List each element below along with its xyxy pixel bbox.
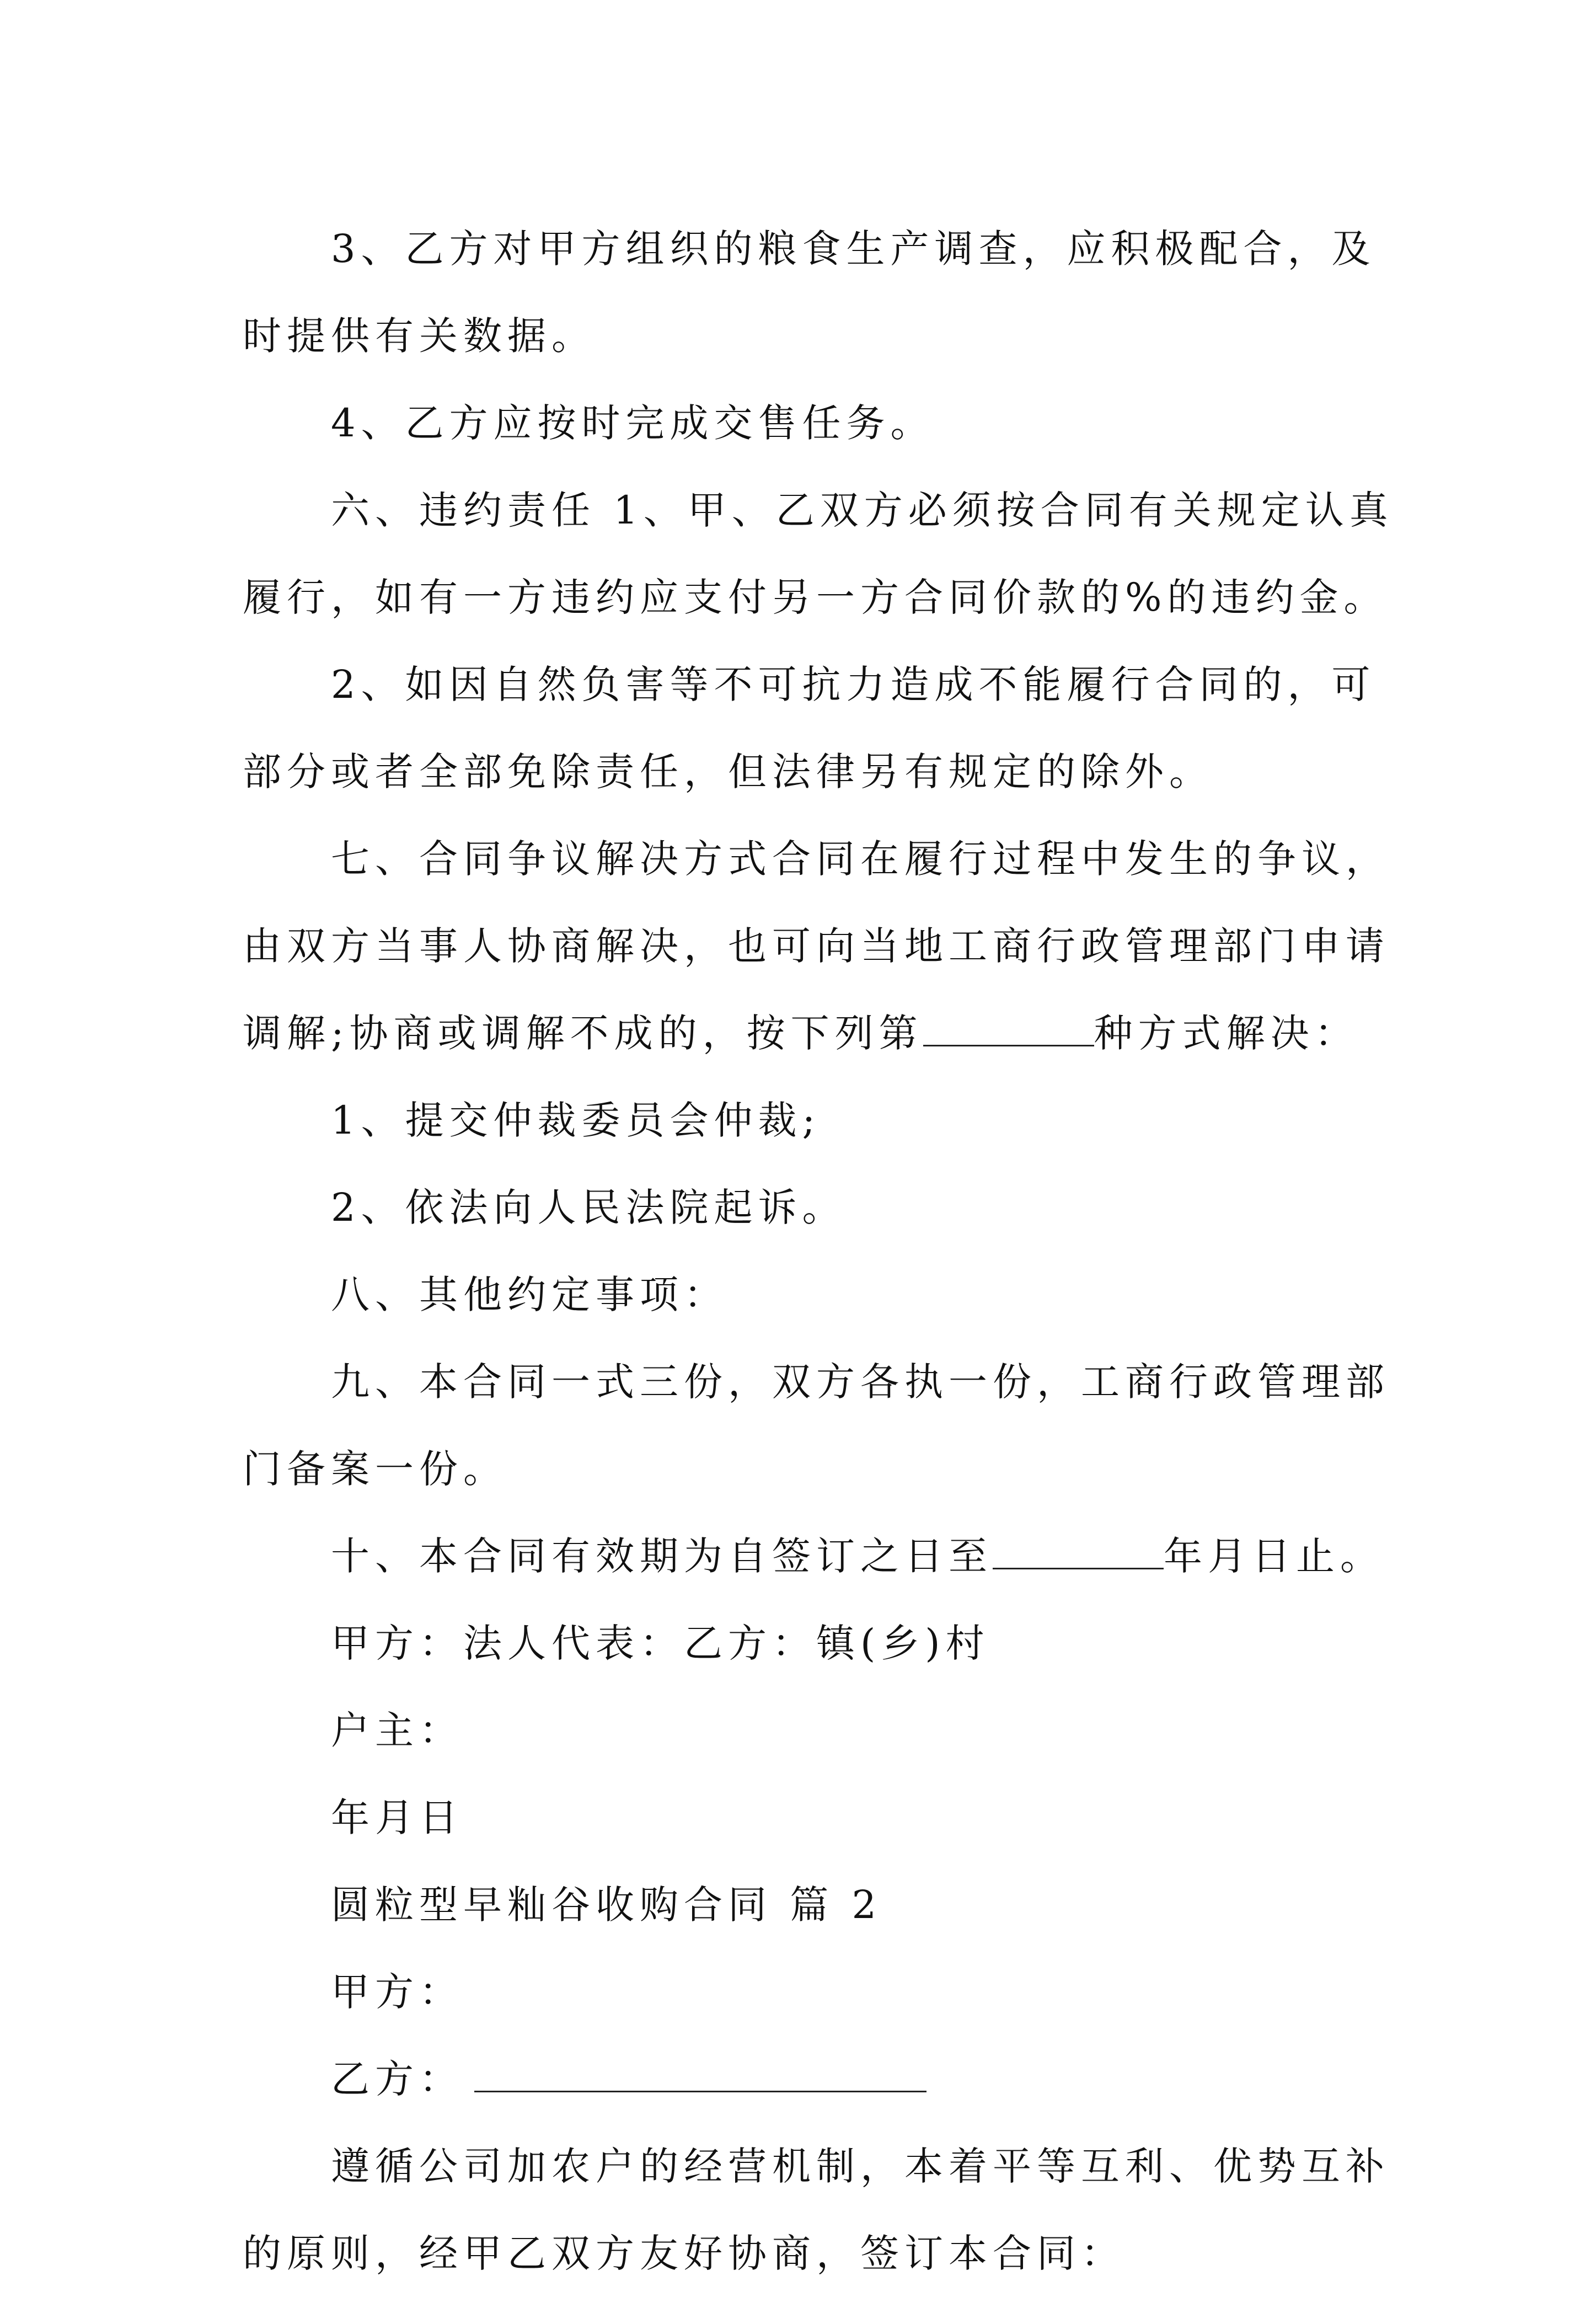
signature-line: 甲方：法人代表：乙方：镇(乡)村 [331, 1621, 990, 1666]
paragraph-text: 年月日止。 [1164, 1534, 1384, 1579]
contract-title: 圆粒型早籼谷收购合同 篇 2 [331, 1882, 882, 1927]
section-heading-line: 六、违约责任 1、甲、乙双方必须按合同有关规定认真 [331, 488, 1394, 533]
paragraph-line [243, 990, 1373, 1077]
paragraph-line: 2、如因自然负害等不可抗力造成不能履行合同的，可 [331, 662, 1376, 707]
section-heading-line: 八、其他约定事项： [331, 1272, 728, 1317]
paragraph-line: 时提供有关数据。 [243, 313, 596, 359]
fill-in-blank [923, 1012, 1094, 1046]
paragraph-line: 门备案一份。 [243, 1446, 507, 1492]
paragraph-line: 部分或者全部免除责任，但法律另有规定的除外。 [243, 749, 1213, 794]
date-line: 年月日 [331, 1795, 463, 1840]
section-heading-line [243, 1513, 1384, 1600]
paragraph-line: 4、乙方应按时完成交售任务。 [331, 400, 935, 446]
paragraph-line: 3、乙方对甲方组织的粮食生产调查，应积极配合，及 [331, 226, 1376, 271]
section-heading-line: 七、合同争议解决方式合同在履行过程中发生的争议， [331, 836, 1390, 882]
document-body [243, 205, 1394, 2297]
paragraph-line: 的原则，经甲乙双方友好协商，签订本合同： [243, 2231, 1125, 2276]
list-item: 1、提交仲裁委员会仲裁; [331, 1098, 821, 1143]
paragraph-text: 调解;协商或调解不成的，按下列第 [243, 1011, 923, 1056]
paragraph-line: 遵循公司加农户的经营机制，本着平等互利、优势互补 [331, 2144, 1390, 2189]
fill-in-blank [993, 1535, 1164, 1569]
signature-line: 户主： [331, 1708, 463, 1753]
paragraph-text: 乙方： [331, 2056, 463, 2102]
list-item: 2、依法向人民法院起诉。 [331, 1185, 847, 1230]
paragraph-text: 种方式解决： [1094, 1011, 1359, 1056]
fill-in-blank [474, 2058, 926, 2092]
paragraph-line: 履行，如有一方违约应支付另一方合同价款的%的违约金。 [243, 575, 1388, 620]
paragraph-line: 由双方当事人协商解决，也可向当地工商行政管理部门申请 [243, 923, 1390, 969]
party-b-line [243, 2036, 1373, 2123]
paragraph-text: 十、本合同有效期为自签订之日至 [331, 1534, 993, 1579]
section-heading-line: 九、本合同一式三份，双方各执一份，工商行政管理部 [331, 1359, 1390, 1404]
party-a-line: 甲方： [331, 1969, 463, 2015]
